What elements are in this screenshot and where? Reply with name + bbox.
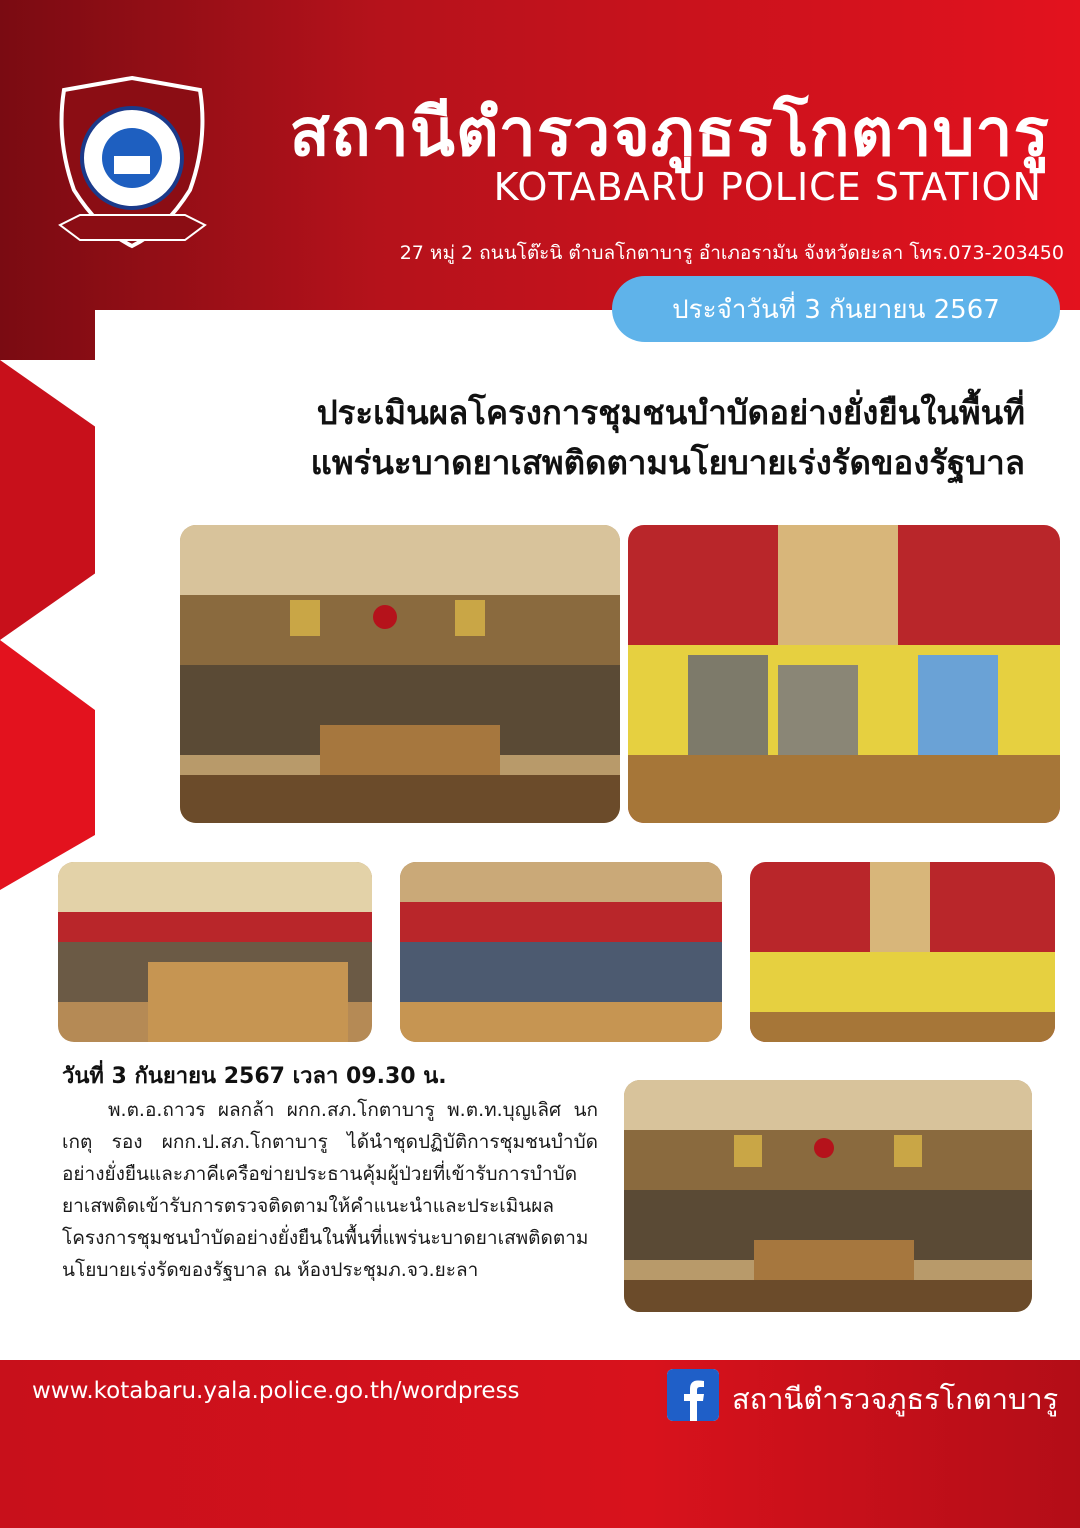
photo-meeting-discussion [400, 862, 722, 1042]
station-title-english: KOTABARU POLICE STATION [493, 165, 1042, 209]
station-title-thai: สถานีตำรวจภูธรโกตาบารู [289, 94, 1050, 171]
facebook-icon[interactable] [667, 1369, 719, 1421]
police-badge-logo [40, 70, 225, 255]
headline-line-1: ประเมินผลโครงการชุมชนบำบัดอย่างยั่งยืนในพื้นที่ [316, 393, 1025, 432]
photo-group-photo-final [624, 1080, 1032, 1312]
photo-group-meeting [180, 525, 620, 823]
facebook-page-name[interactable]: สถานีตำรวจภูธรโกตาบารู [732, 1382, 1059, 1416]
date-badge: ประจำวันที่ 3 กันยายน 2567 [612, 276, 1060, 342]
headline [120, 388, 1025, 488]
event-date: วันที่ 3 กันยายน 2567 เวลา 09.30 น. [62, 1064, 447, 1089]
photo-participants-yellow [750, 862, 1055, 1042]
photo-meeting-room-wide [58, 862, 372, 1042]
article-body: พ.ต.อ.ถาวร ผลกล้า ผกก.สภ.โกตาบารู พ.ต.ท.บุญเลิศ นกเกตุ รอง ผกก.ป.สภ.โกตาบารู ได้นำชุดปฏิบัติการชุมชนบำบัดอย่างยั่งยืนและภาคีเครือข่ายประธานคุ้มผู้ป่วยที่เข้ารับการบำบัดยาเสพติดเข้ารับการตรวจติดตามให้คำแนะนำและประเมินผลโครงการชุมชนบำบัดอย่างยั่งยืนในพื้นที่แพร่นะบาดยาเสพติดตามนโยบายเร่งรัดของรัฐบาล ณ ห้องประชุมภ.จว.ยะลา [62, 1099, 598, 1281]
station-address: 27 หมู่ 2 ถนนโต๊ะนิ ตำบลโกตาบารู อำเภอรามัน จังหวัดยะลา โทร.073-203450 [399, 242, 1064, 264]
headline-line-2: แพร่นะบาดยาเสพติดตามนโยบายเร่งรัดของรัฐบาล [310, 443, 1025, 482]
website-link[interactable]: www.kotabaru.yala.police.go.th/wordpress [32, 1378, 520, 1404]
photo-participants-table [628, 525, 1060, 823]
